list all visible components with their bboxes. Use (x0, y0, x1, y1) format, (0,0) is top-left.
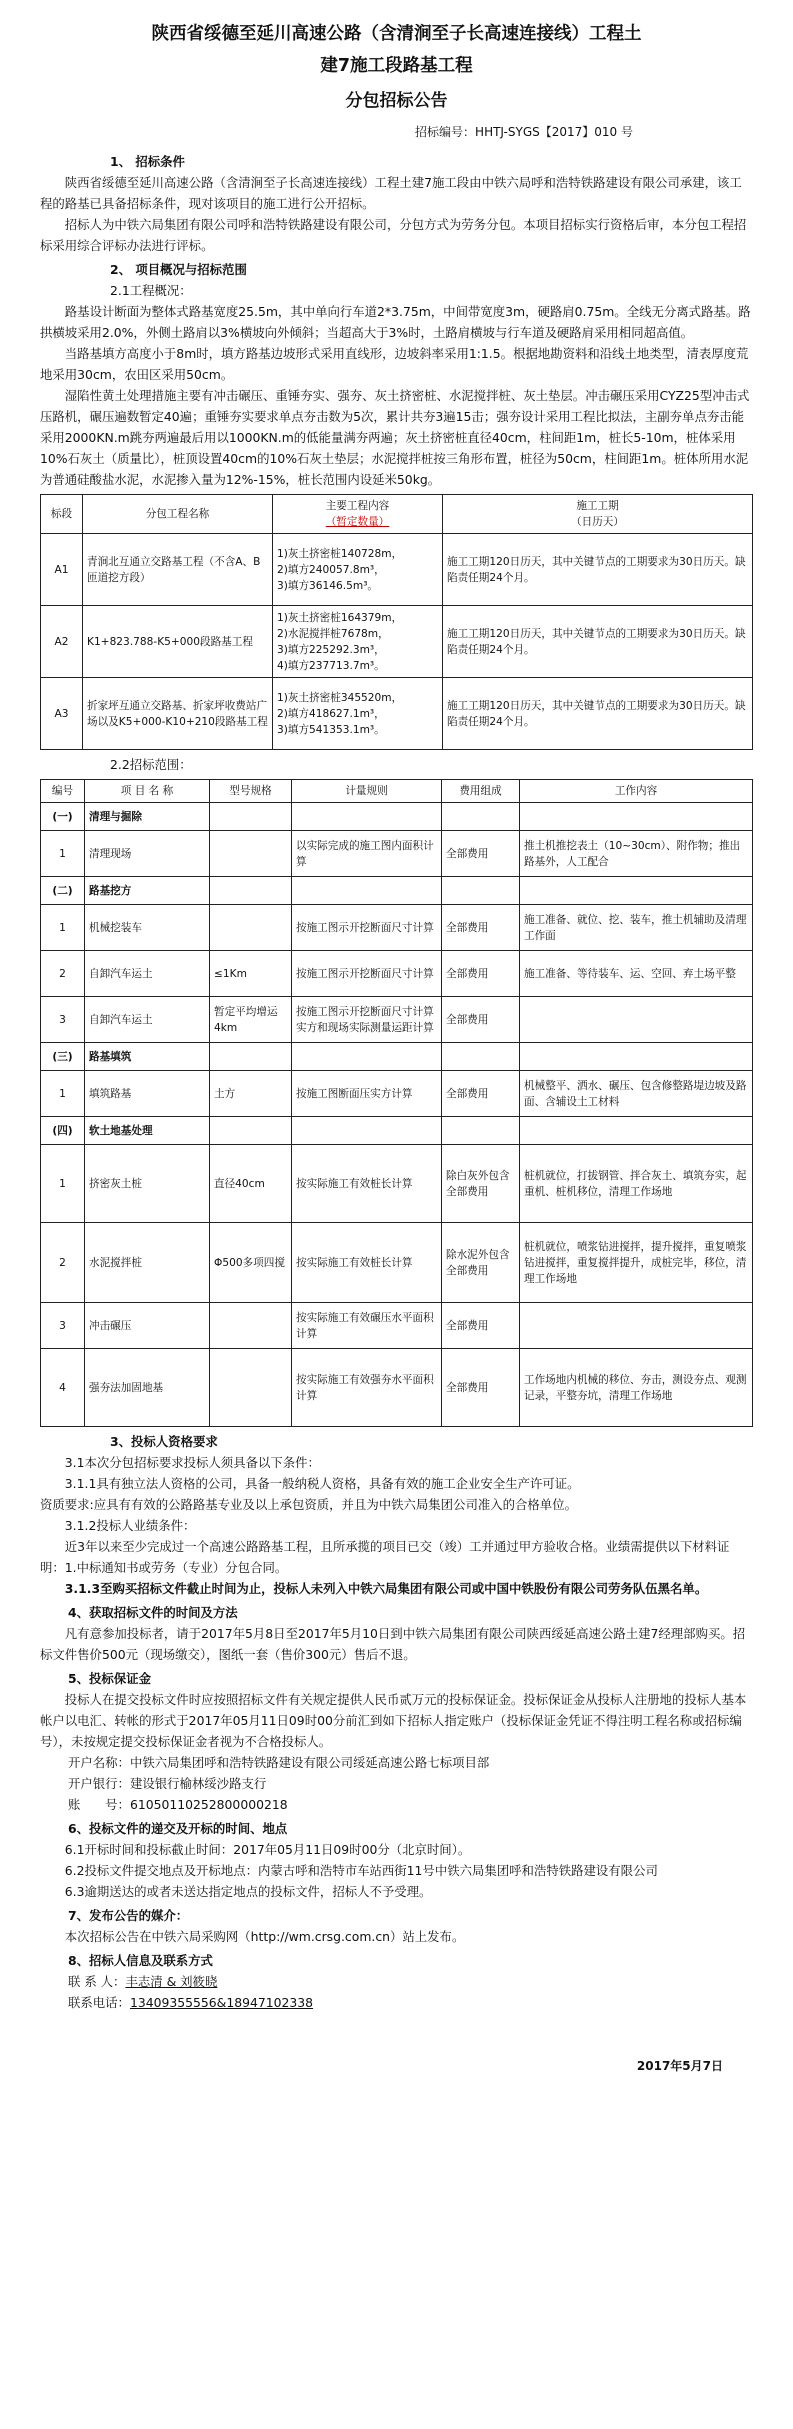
section-1-title: 1、 招标条件 (110, 154, 185, 169)
scope-name-cell: 强夯法加固地基 (85, 1349, 210, 1427)
stage-period-cell: 施工工期120日历天，其中关键节点的工期要求为30日历天。缺陷责任期24个月。 (443, 678, 753, 750)
scope-content-cell: 施工准备、等待装车、运、空回、弃土场平整 (520, 951, 753, 997)
section-2-1-title: 2.1工程概况： (110, 283, 192, 298)
scope-content-cell: 工作场地内机械的移位、夯击，测设夯点、观测记录，平整夯坑，清理工作场地 (520, 1349, 753, 1427)
scope-fee-cell: 全部费用 (442, 831, 520, 877)
contact-person-value: 丰志清 & 刘筱晓 (125, 1974, 218, 1989)
stage-table-row (41, 534, 753, 606)
scope-no-cell: 1 (41, 831, 85, 877)
scope-rule-cell: 按实际施工有效桩长计算 (292, 1223, 442, 1303)
scope-group-row (41, 803, 753, 831)
scope-group-row (41, 877, 753, 905)
scope-table (40, 779, 753, 1427)
scope-rule-cell: 按实际施工有效桩长计算 (292, 1145, 442, 1223)
scope-row (41, 1223, 753, 1303)
scope-header-spec: 型号规格 (210, 780, 292, 803)
scope-rule-cell: 按施工图断面压实方计算 (292, 1071, 442, 1117)
contact-person-label: 联 系 人： (68, 1974, 126, 1989)
scope-spec-cell (210, 1303, 292, 1349)
stage-table-header-qty-note: （暂定数量） (325, 516, 390, 528)
stage-table-header-qty (273, 495, 443, 534)
scope-empty-cell (210, 1117, 292, 1145)
scope-fee-cell: 全部费用 (442, 1071, 520, 1117)
section-3-1-1-qualification: 资质要求:应具有有效的公路路基专业及以上承包资质，并且为中铁六局集团公司准入的合格单位。 (40, 1497, 577, 1512)
scope-header-fee: 费用组成 (442, 780, 520, 803)
stage-period-cell: 施工工期120日历天，其中关键节点的工期要求为30日历天。缺陷责任期24个月。 (443, 606, 753, 678)
scope-header-no: 编号 (41, 780, 85, 803)
section-6-2: 6.2投标文件提交地点及开标地点：内蒙古呼和浩特市车站西街11号中铁六局集团呼和浩特铁路建设有限公司 (64, 1863, 658, 1878)
scope-no-cell: 2 (41, 1223, 85, 1303)
scope-no-cell: 4 (41, 1349, 85, 1427)
scope-fee-cell: 全部费用 (442, 997, 520, 1043)
account-name-row (40, 1752, 753, 1773)
section-4-title: 4、获取招标文件的时间及方法 (68, 1605, 238, 1620)
stage-table-row (41, 678, 753, 750)
stage-qty-cell: 1)灰土挤密桩164379m， 2)水泥搅拌桩7678m， 3)填方225292.3m³， 4)填方237713.7m³。 (273, 606, 443, 678)
scope-row (41, 905, 753, 951)
scope-rule-cell: 按施工图示开挖断面尺寸计算实方和现场实际测量运距计算 (292, 997, 442, 1043)
scope-row (41, 1303, 753, 1349)
stage-table-row (41, 606, 753, 678)
scope-spec-cell: Φ500多项四搅 (210, 1223, 292, 1303)
scope-name-cell: 机械挖装车 (85, 905, 210, 951)
scope-content-cell: 桩机就位，打拔钢管、拌合灰土、填筑夯实，起重机、桩机移位，清理工作场地 (520, 1145, 753, 1223)
scope-rule-cell: 按施工图示开挖断面尺寸计算 (292, 905, 442, 951)
scope-row (41, 1145, 753, 1223)
stage-name-cell: K1+823.788-K5+000段路基工程 (83, 606, 273, 678)
section-8-title: 8、招标人信息及联系方式 (68, 1953, 213, 1968)
scope-empty-cell (520, 877, 753, 905)
scope-fee-cell: 全部费用 (442, 1349, 520, 1427)
section-2-2-title: 2.2招标范围： (110, 757, 192, 772)
scope-rule-cell: 按实际施工有效碾压水平面积计算 (292, 1303, 442, 1349)
scope-content-cell: 桩机就位，喷浆钻进搅拌，提升搅拌，重复喷浆钻进搅拌，重复搅拌提升，成桩完毕，移位，清理工作场地 (520, 1223, 753, 1303)
scope-spec-cell: 直径40cm (210, 1145, 292, 1223)
scope-name-cell: 水泥搅拌桩 (85, 1223, 210, 1303)
scope-header-content: 工作内容 (520, 780, 753, 803)
stage-name-cell: 青涧北互通立交路基工程（不含A、B匝道挖方段） (83, 534, 273, 606)
scope-group-name: 清理与掘除 (85, 803, 210, 831)
scope-header-name: 项 目 名 称 (85, 780, 210, 803)
stage-table-header-stage: 标段 (41, 495, 83, 534)
scope-no-cell: 3 (41, 1303, 85, 1349)
scope-empty-cell (210, 1043, 292, 1071)
section-5-title: 5、投标保证金 (68, 1671, 151, 1686)
announcement-date: 2017年5月7日 (636, 2059, 723, 2073)
account-name-value: 中铁六局集团呼和浩特铁路建设有限公司绥延高速公路七标项目部 (129, 1755, 490, 1770)
scope-name-cell: 填筑路基 (85, 1071, 210, 1117)
scope-fee-cell: 全部费用 (442, 1303, 520, 1349)
scope-empty-cell (210, 877, 292, 905)
scope-content-cell: 推土机推挖表土（10~30cm）、附作物；推出路基外，人工配合 (520, 831, 753, 877)
scope-name-cell: 清理现场 (85, 831, 210, 877)
doc-title-line1: 陕西省绥德至延川高速公路（含清涧至子长高速连接线）工程土 (151, 24, 642, 44)
section-7-para: 本次招标公告在中铁六局采购网（http://wm.crsg.com.cn）站上发布。 (64, 1929, 465, 1944)
account-number-row (40, 1794, 753, 1815)
scope-empty-cell (520, 1043, 753, 1071)
scope-no-cell: 1 (41, 905, 85, 951)
scope-empty-cell (292, 877, 442, 905)
scope-rule-cell: 按施工图示开挖断面尺寸计算 (292, 951, 442, 997)
section-3-1: 3.1本次分包招标要求投标人须具备以下条件： (64, 1455, 320, 1470)
scope-empty-cell (442, 1043, 520, 1071)
stage-period-cell: 施工工期120日历天，其中关键节点的工期要求为30日历天。缺陷责任期24个月。 (443, 534, 753, 606)
scope-no-cell: 3 (41, 997, 85, 1043)
stage-table-header-period-note: （日历天） (571, 516, 624, 528)
section-7-title: 7、发布公告的媒介： (68, 1908, 189, 1923)
bank-value: 建设银行榆林绥沙路支行 (129, 1776, 267, 1791)
stage-cell: A3 (41, 678, 83, 750)
section-1-para-1: 陕西省绥德至延川高速公路（含清涧至子长高速连接线）工程土建7施工段由中铁六局呼和浩特铁路建设有限公司承建，该工程的路基已具备招标条件，现对该项目的施工进行公开招标。 (40, 175, 742, 211)
scope-spec-cell (210, 831, 292, 877)
section-5-para: 投标人在提交投标文件时应按照招标文件有关规定提供人民币贰万元的投标保证金。投标保证金从投标人注册地的投标人基本帐户以电汇、转帐的形式于2017年05月11日09时00分前汇到如下招标人指定账户（投标保证金凭证不得注明工程名称或招标编号），未按规定提交投标保证金者视为不合格投标人。 (40, 1692, 747, 1749)
scope-spec-cell: ≤1Km (210, 951, 292, 997)
scope-fee-cell: 除白灰外包含全部费用 (442, 1145, 520, 1223)
stage-table-header-period-main: 施工工期 (576, 500, 619, 512)
section-3-1-2: 3.1.2投标人业绩条件： (64, 1518, 196, 1533)
scope-empty-cell (442, 1117, 520, 1145)
stage-table-header-name: 分包工程名称 (83, 495, 273, 534)
scope-group-row (41, 1043, 753, 1071)
scope-empty-cell (292, 803, 442, 831)
scope-no-cell: 1 (41, 1071, 85, 1117)
contact-phone-row (40, 1992, 753, 2013)
doc-subtitle: 分包招标公告 (345, 91, 448, 111)
scope-row (41, 997, 753, 1043)
section-6-3: 6.3逾期送达的或者未送达指定地点的投标文件，招标人不予受理。 (64, 1884, 432, 1899)
stage-table-header-period (443, 495, 753, 534)
section-3-1-1: 3.1.1具有独立法人资格的公司，具备一般纳税人资格，具备有效的施工企业安全生产许可证。 (64, 1476, 580, 1491)
scope-row (41, 1349, 753, 1427)
scope-spec-cell: 暂定平均增运4km (210, 997, 292, 1043)
stage-qty-cell: 1)灰土挤密桩140728m， 2)填方240057.8m³， 3)填方36146.5m³。 (273, 534, 443, 606)
scope-group-no: (三) (41, 1043, 85, 1071)
section-2-para-1: 路基设计断面为整体式路基宽度25.5m，其中单向行车道2*3.75m，中间带宽度3m，硬路肩0.75m。全线无分离式路基。路拱横坡采用2.0%，外侧土路肩以3%横坡向外倾斜；当超高大于3%时，土路肩横坡与行车道及硬路肩采用相同超高值。 (40, 304, 751, 340)
section-2-title: 2、 项目概况与招标范围 (110, 262, 247, 277)
scope-row (41, 951, 753, 997)
scope-content-cell: 机械整平、洒水、碾压、包含修整路堤边坡及路面、含辅设土工材料 (520, 1071, 753, 1117)
scope-no-cell: 1 (41, 1145, 85, 1223)
scope-header-rule: 计量规则 (292, 780, 442, 803)
scope-group-no: (一) (41, 803, 85, 831)
contact-phone-label: 联系电话： (68, 1995, 130, 2010)
scope-group-no: (二) (41, 877, 85, 905)
section-3-title: 3、投标人资格要求 (110, 1434, 218, 1449)
account-name-label: 开户名称： (68, 1755, 130, 1770)
scope-name-cell: 自卸汽车运土 (85, 951, 210, 997)
doc-number: 招标编号：HHTJ-SYGS【2017】010 号 (415, 125, 633, 139)
scope-empty-cell (520, 1117, 753, 1145)
scope-spec-cell (210, 905, 292, 951)
scope-group-name: 路基填筑 (85, 1043, 210, 1071)
scope-name-cell: 挤密灰土桩 (85, 1145, 210, 1223)
stage-cell: A1 (41, 534, 83, 606)
doc-title-line2: 建7施工段路基工程 (320, 56, 473, 76)
scope-group-name: 软土地基处理 (85, 1117, 210, 1145)
scope-empty-cell (520, 803, 753, 831)
scope-empty-cell (210, 803, 292, 831)
bank-row (40, 1773, 753, 1794)
bank-label: 开户银行： (68, 1776, 130, 1791)
scope-row (41, 831, 753, 877)
scope-name-cell: 自卸汽车运土 (85, 997, 210, 1043)
section-2-para-3: 湿陷性黄土处理措施主要有冲击碾压、重锤夯实、强夯、灰土挤密桩、水泥搅拌桩、灰土垫层。冲击碾压采用CYZ25型冲击式压路机，碾压遍数暂定40遍；重锤夯实要求单点夯击数为5次，累计共夯3遍15击；强夯设计采用工程比拟法，主副夯单点夯击能采用2000KN.m跳夯两遍最后用以1000KN.m的低能量满夯两遍；灰土挤密桩直径40cm，柱间距1m，桩长5-10m，桩体采用10%石灰土（质量比），桩顶设置40cm的10%石灰土垫层；水泥搅拌桩按三角形布置，桩径为50cm，柱间距1m。桩体所用水泥为普通硅酸盐水泥，水泥掺入量为12%-15%，桩长范围内设延米50kg。 (40, 388, 750, 487)
scope-group-no: (四) (41, 1117, 85, 1145)
section-1-para-2: 招标人为中铁六局集团有限公司呼和浩特铁路建设有限公司，分包方式为劳务分包。本项目招标实行资格后审，本分包工程招标采用综合评标办法进行评标。 (40, 217, 747, 253)
stage-table-header-qty-main: 主要工程内容 (325, 500, 390, 512)
stage-table (40, 494, 753, 750)
scope-content-cell (520, 1303, 753, 1349)
scope-spec-cell (210, 1349, 292, 1427)
scope-empty-cell (442, 877, 520, 905)
stage-qty-cell: 1)灰土挤密桩345520m， 2)填方418627.1m³， 3)填方541353.1m³。 (273, 678, 443, 750)
section-4-para: 凡有意参加投标者，请于2017年5月8日至2017年5月10日到中铁六局集团有限公司陕西绥延高速公路土建7经理部购买。招标文件售价500元（现场缴交），图纸一套（售价300元）售后不退。 (40, 1626, 746, 1662)
scope-rule-cell: 以实际完成的施工图内面积计算 (292, 831, 442, 877)
scope-group-row (41, 1117, 753, 1145)
scope-empty-cell (292, 1043, 442, 1071)
scope-group-name: 路基挖方 (85, 877, 210, 905)
scope-content-cell (520, 997, 753, 1043)
scope-name-cell: 冲击碾压 (85, 1303, 210, 1349)
scope-fee-cell: 全部费用 (442, 951, 520, 997)
section-3-1-3: 3.1.3至购买招标文件截止时间为止，投标人未列入中铁六局集团有限公司或中国中铁股份有限公司劳务队伍黑名单。 (64, 1581, 708, 1596)
scope-empty-cell (442, 803, 520, 831)
scope-spec-cell: 土方 (210, 1071, 292, 1117)
section-3-1-2-performance: 近3年以来至少完成过一个高速公路路基工程，且所承揽的项目已交（竣）工并通过甲方验收合格。业绩需提供以下材料证明：1.中标通知书或劳务（专业）分包合同。 (40, 1539, 730, 1575)
contact-phone-value: 13409355556&18947102338 (129, 1995, 314, 2010)
scope-no-cell: 2 (41, 951, 85, 997)
stage-cell: A2 (41, 606, 83, 678)
section-6-title: 6、投标文件的递交及开标的时间、地点 (68, 1821, 288, 1836)
account-number-label: 账 号： (68, 1797, 130, 1812)
contact-person-row (40, 1971, 753, 1992)
section-2-para-2: 当路基填方高度小于8m时，填方路基边坡形式采用直线形，边坡斜率采用1:1.5。根据地勘资料和沿线土地类型，清表厚度荒地采用30cm，农田区采用50cm。 (40, 346, 749, 382)
scope-fee-cell: 全部费用 (442, 905, 520, 951)
section-6-1: 6.1开标时间和投标截止时间：2017年05月11日09时00分（北京时间）。 (64, 1842, 471, 1857)
scope-rule-cell: 按实际施工有效强夯水平面积计算 (292, 1349, 442, 1427)
scope-fee-cell: 除水泥外包含全部费用 (442, 1223, 520, 1303)
scope-row (41, 1071, 753, 1117)
stage-name-cell: 折家坪互通立交路基、折家坪收费站广场以及K5+000-K10+210段路基工程 (83, 678, 273, 750)
account-number-value: 61050110252800000218 (129, 1797, 288, 1812)
scope-content-cell: 施工准备、就位、挖、装车，推土机辅助及清理工作面 (520, 905, 753, 951)
scope-empty-cell (292, 1117, 442, 1145)
